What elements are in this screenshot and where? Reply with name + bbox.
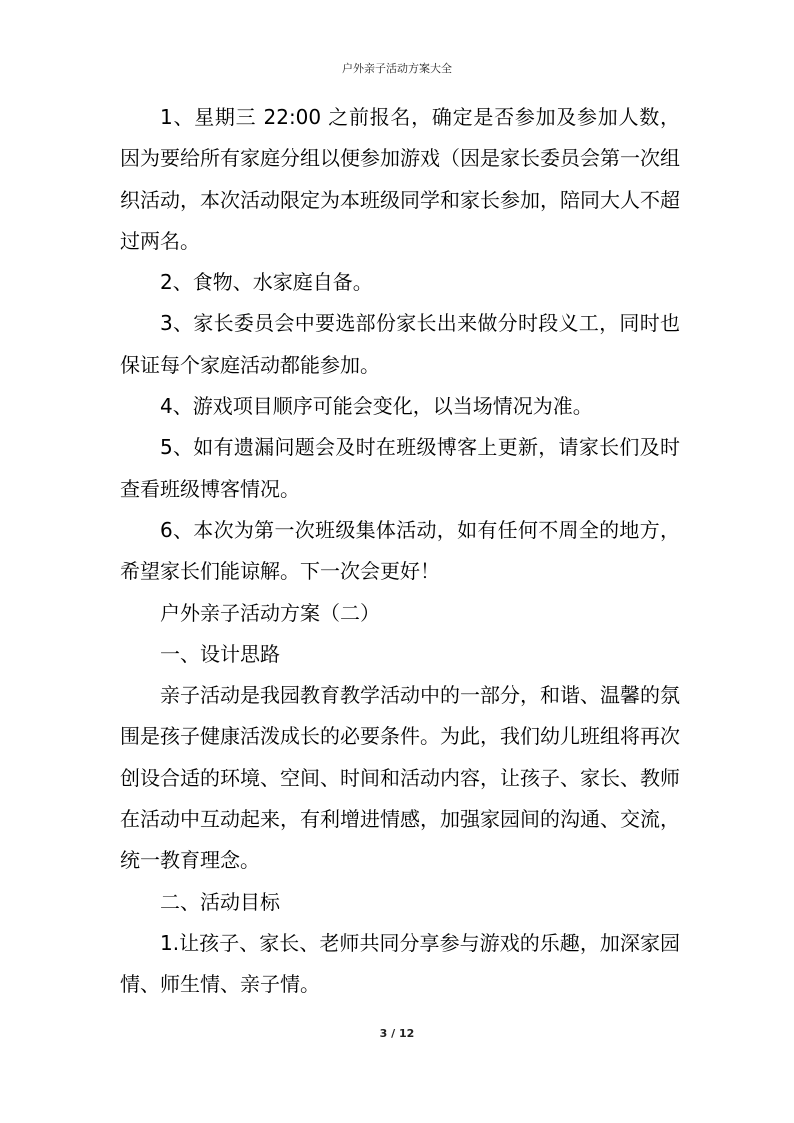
paragraph-food-water: 2、食物、水家庭自备。 xyxy=(160,270,373,295)
section-heading-design-idea: 一、设计思路 xyxy=(160,641,280,666)
paragraph-volunteers: 3、家长委员会中要选部份家长出来做分时段义工，同时也保证每个家庭活动都能参加。 xyxy=(120,311,680,377)
paragraph-first-activity: 6、本次为第一次班级集体活动，如有任何不周全的地方，希望家长们能谅解。下一次会更好！ xyxy=(120,517,680,584)
page-header xyxy=(0,62,794,76)
page-indicator: 3 / 12 xyxy=(379,1027,415,1040)
paragraph-registration: 1、星期三 22:00 之前报名，确定是否参加及参加人数，因为要给所有家庭分组以便参加游戏（因是家长委员会第一次组织活动，本次活动限定为本班级同学和家长参加，陪同大人不超过两名。 xyxy=(120,105,680,253)
section-heading-activity-goals: 二、活动目标 xyxy=(160,889,280,914)
section-title-plan-two: 户外亲子活动方案（二） xyxy=(160,600,380,625)
document-body xyxy=(120,97,680,1006)
paragraph-goal-one: 1.让孩子、家长、老师共同分享参与游戏的乐趣，加深家园情、师生情、亲子情。 xyxy=(120,930,680,997)
paragraph-design-idea: 亲子活动是我园教育教学活动中的一部分，和谐、温馨的氛围是孩子健康活泼成长的必要条件。为此，我们幼儿班组将再次创设合适的环境、空间、时间和活动内容，让孩子、家长、教师在活动中互动起来，有利增进情感，加强家园间的沟通、交流，统一教育理念。 xyxy=(120,683,680,873)
page-footer xyxy=(0,1027,794,1041)
paragraph-game-order: 4、游戏项目顺序可能会变化，以当场情况为准。 xyxy=(160,394,593,419)
paragraph-blog-updates: 5、如有遗漏问题会及时在班级博客上更新，请家长们及时查看班级博客情况。 xyxy=(120,435,680,501)
header-title: 户外亲子活动方案大全 xyxy=(342,62,452,75)
